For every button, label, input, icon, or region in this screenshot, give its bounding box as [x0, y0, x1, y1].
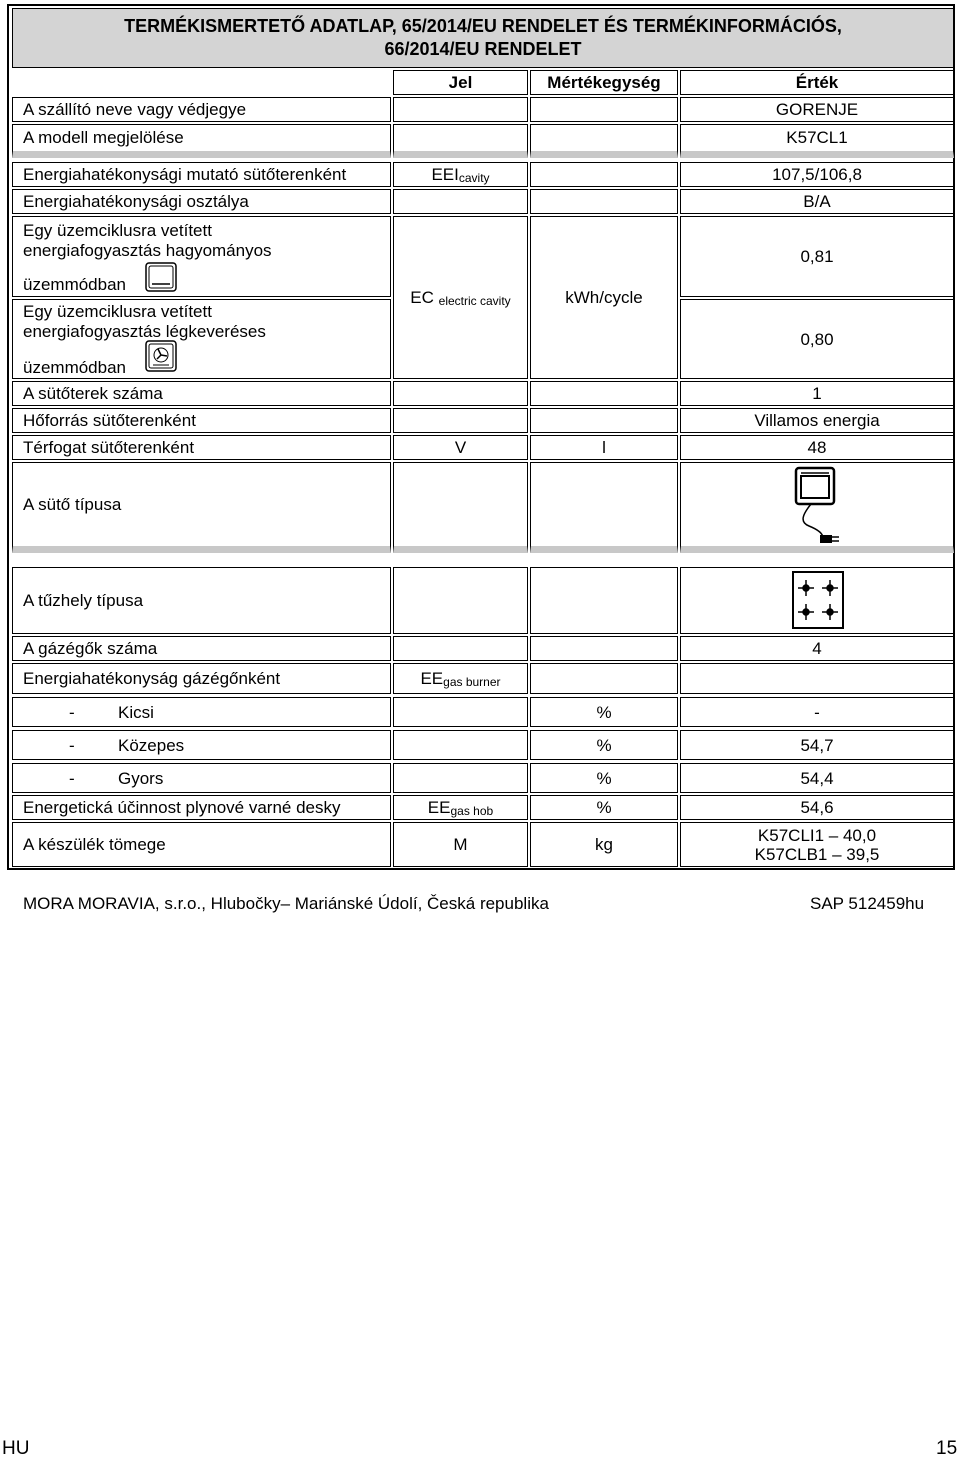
ec-symbol-sub: electric cavity [438, 294, 511, 308]
hob-eff-label: Energetická účinnost plynové varné desky [12, 795, 391, 820]
ec-conventional-line-2: energiafogyasztás hagyományos [23, 241, 272, 260]
hob-eff-symbol-sub: gas hob [450, 804, 494, 818]
burner-eff-symbol [393, 663, 528, 694]
supplier-symbol-cell [393, 97, 528, 122]
burners-label: A gázégők száma [12, 636, 391, 661]
fast-burner-text: Gyors [118, 769, 164, 788]
supplier-value: GORENJE [680, 97, 954, 122]
title-line-2: 66/2014/EU RENDELET [384, 39, 582, 59]
ec-conventional-value: 0,81 [680, 216, 954, 297]
volume-value: 48 [680, 435, 954, 460]
small-burner-text: Kicsi [118, 703, 154, 722]
energy-class-label: Energiahatékonysági osztálya [12, 189, 391, 214]
mass-value-line-2: K57CLB1 – 39,5 [754, 844, 880, 864]
mass-label: A készülék tömege [12, 822, 391, 867]
medium-burner-dash: - [69, 736, 75, 755]
mass-unit: kg [530, 822, 678, 867]
energy-class-unit-cell [530, 189, 678, 214]
hob-type-label: A tűzhely típusa [12, 567, 391, 634]
oven-type-label: A sütő típusa [12, 462, 391, 553]
volume-unit: l [530, 435, 678, 460]
eei-label: Energiahatékonysági mutató sütőterenként [12, 162, 391, 187]
small-burner-value: - [680, 697, 954, 727]
heat-source-unit-cell [530, 408, 678, 433]
gas-hob-four-burners-icon [792, 571, 844, 629]
fast-burner-unit: % [530, 763, 678, 793]
cavities-value: 1 [680, 381, 954, 406]
ec-symbol-main: EC [410, 288, 434, 307]
hob-eff-symbol-main: EE [427, 798, 451, 817]
burners-value: 4 [680, 636, 954, 661]
oven-type-unit-cell [530, 462, 678, 553]
heat-source-symbol-cell [393, 408, 528, 433]
hob-type-symbol-cell [393, 567, 528, 634]
ec-fan-line-2: energiafogyasztás légkeveréses [23, 322, 266, 341]
ec-fan-line-1: Egy üzemciklusra vetített [23, 302, 212, 321]
oven-fan-icon [145, 340, 177, 372]
small-burner-dash: - [69, 703, 75, 722]
cavities-unit-cell [530, 381, 678, 406]
eei-value: 107,5/106,8 [680, 162, 954, 187]
page-number: 15 [936, 1438, 958, 1459]
burners-unit-cell [530, 636, 678, 661]
medium-burner-unit: % [530, 730, 678, 760]
hob-type-value-cell [680, 567, 954, 634]
eei-symbol-sub: cavity [458, 171, 490, 185]
column-header-symbol: Jel [393, 70, 528, 95]
column-header-value: Érték [680, 70, 954, 95]
oven-type-value-cell [680, 462, 954, 553]
ec-fan-label [12, 299, 391, 379]
ec-conventional-line-1: Egy üzemciklusra vetített [23, 221, 212, 240]
burner-eff-unit-cell [530, 663, 678, 694]
medium-burner-value: 54,7 [680, 730, 954, 760]
burners-symbol-cell [393, 636, 528, 661]
volume-symbol: V [393, 435, 528, 460]
heat-source-label: Hőforrás sütőterenként [12, 408, 391, 433]
hob-eff-value: 54,6 [680, 795, 954, 820]
supplier-label: A szállító neve vagy védjegye [12, 97, 391, 122]
eei-unit-cell [530, 162, 678, 187]
medium-burner-label [12, 730, 391, 760]
electric-oven-plug-icon [793, 466, 841, 546]
oven-conventional-icon [145, 262, 177, 292]
energy-class-value: B/A [680, 189, 954, 214]
sap-code: SAP 512459hu [810, 894, 925, 913]
model-symbol-cell [393, 124, 528, 158]
small-burner-unit: % [530, 697, 678, 727]
burner-eff-label: Energiahatékonyság gázégőnként [12, 663, 391, 694]
heat-source-value: Villamos energia [680, 408, 954, 433]
ec-conventional-line-3: üzemmódban [23, 275, 127, 294]
ec-symbol [393, 216, 528, 379]
title-line-1: TERMÉKISMERTETŐ ADATLAP, 65/2014/EU RENDELET ÉS TERMÉKINFORMÁCIÓS, [124, 16, 842, 36]
eei-symbol [393, 162, 528, 187]
medium-burner-text: Közepes [118, 736, 185, 755]
energy-class-symbol-cell [393, 189, 528, 214]
cavities-symbol-cell [393, 381, 528, 406]
small-burner-symbol-cell [393, 697, 528, 727]
medium-burner-symbol-cell [393, 730, 528, 760]
mass-value [680, 822, 954, 867]
mass-value-line-1: K57CLI1 – 40,0 [757, 825, 877, 845]
ec-fan-line-3: üzemmódban [23, 358, 127, 377]
burner-eff-symbol-main: EE [420, 669, 444, 688]
hob-type-unit-cell [530, 567, 678, 634]
model-unit-cell [530, 124, 678, 158]
supplier-unit-cell [530, 97, 678, 122]
hob-eff-symbol [393, 795, 528, 820]
volume-label: Térfogat sütőterenként [12, 435, 391, 460]
ec-unit: kWh/cycle [530, 216, 678, 379]
ec-fan-value: 0,80 [680, 299, 954, 379]
language-code: HU [2, 1438, 30, 1459]
cavities-label: A sütőterek száma [12, 381, 391, 406]
manufacturer-address: MORA MORAVIA, s.r.o., Hlubočky– Mariánské Údolí, Česká republika [23, 894, 549, 913]
hob-eff-unit: % [530, 795, 678, 820]
burner-eff-symbol-sub: gas burner [443, 675, 501, 689]
eei-symbol-main: EEI [431, 165, 459, 184]
burner-eff-value-cell [680, 663, 954, 694]
oven-type-symbol-cell [393, 462, 528, 553]
fast-burner-dash: - [69, 769, 75, 788]
ec-conventional-label [12, 216, 391, 297]
fast-burner-value: 54,4 [680, 763, 954, 793]
fast-burner-label [12, 763, 391, 793]
small-burner-label [12, 697, 391, 727]
fast-burner-symbol-cell [393, 763, 528, 793]
mass-symbol: M [393, 822, 528, 867]
model-label: A modell megjelölése [12, 124, 391, 158]
model-value: K57CL1 [680, 124, 954, 158]
datasheet-title [12, 8, 954, 68]
column-header-unit: Mértékegység [530, 70, 678, 95]
